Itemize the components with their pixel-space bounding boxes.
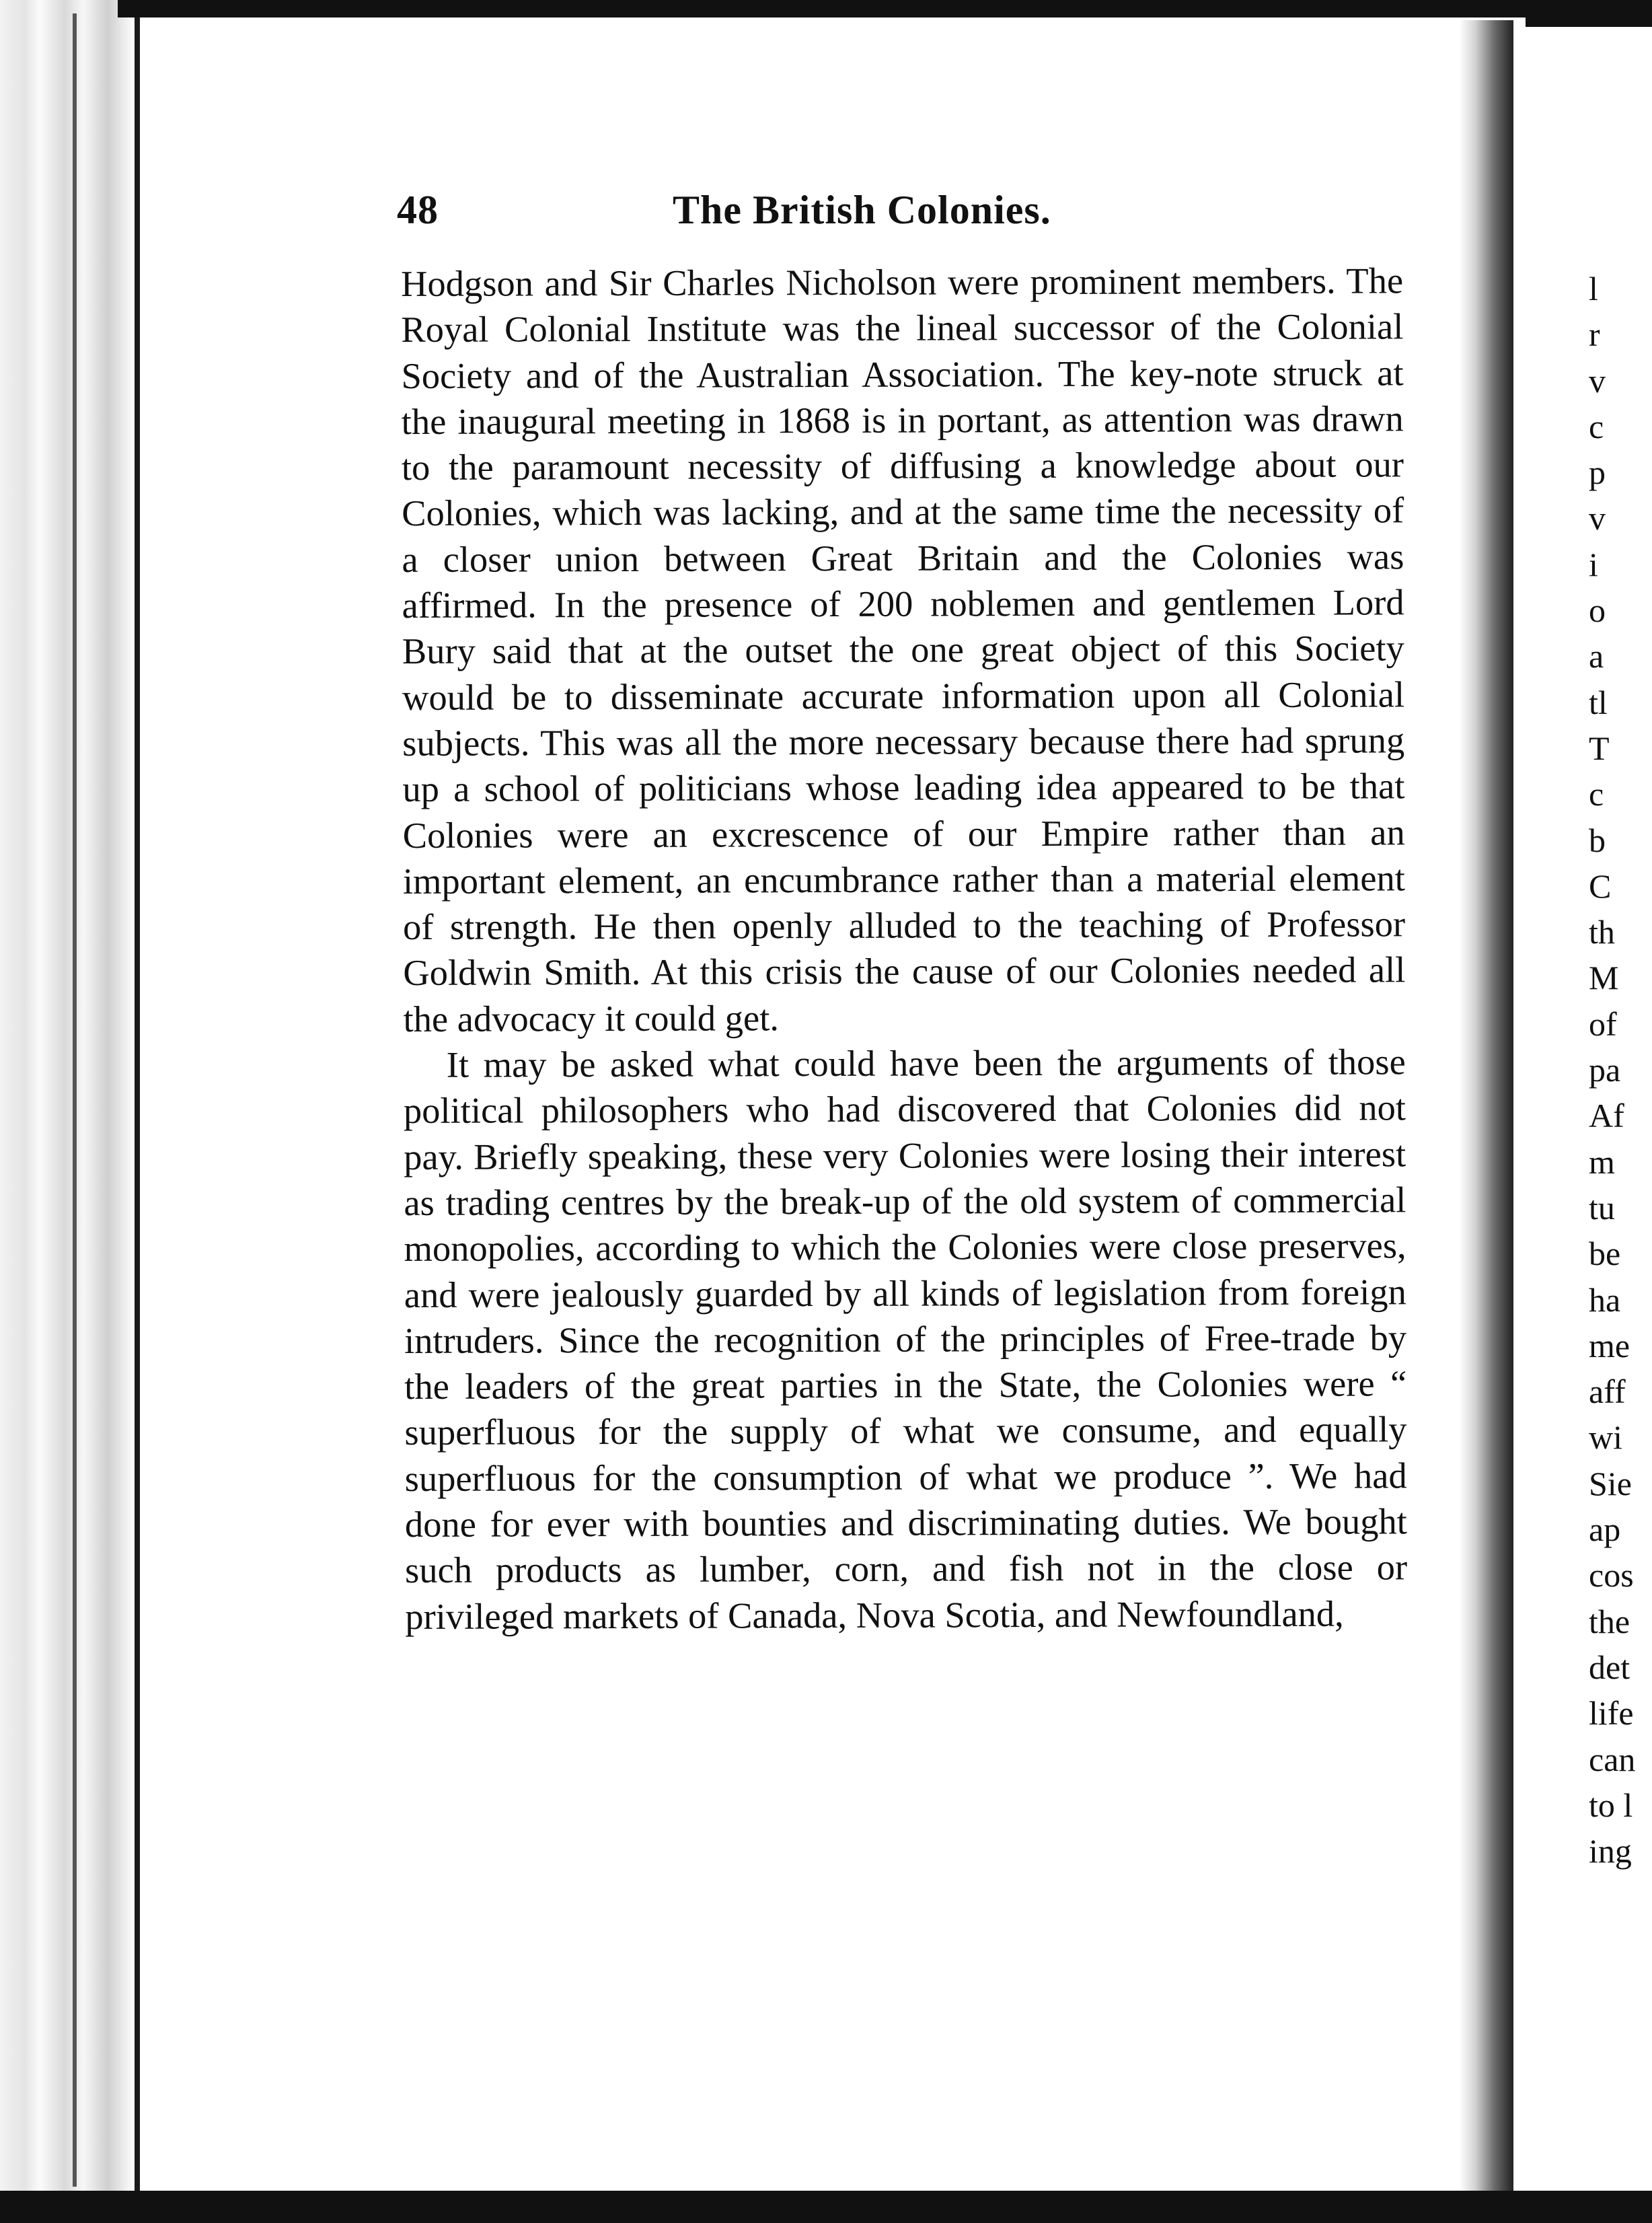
adjacent-page-line: Af bbox=[1589, 1097, 1624, 1135]
adjacent-page-line: be bbox=[1589, 1235, 1621, 1273]
adjacent-page-line: det bbox=[1589, 1648, 1630, 1686]
adjacent-page-line: ha bbox=[1589, 1280, 1621, 1319]
page-number: 48 bbox=[397, 188, 439, 232]
adjacent-page-line: to l bbox=[1589, 1786, 1633, 1824]
page-edge-line bbox=[73, 13, 77, 2187]
adjacent-page-line: b bbox=[1589, 821, 1606, 859]
adjacent-page-line: Sie bbox=[1589, 1464, 1632, 1502]
page-header bbox=[397, 187, 1392, 241]
adjacent-page-line: m bbox=[1589, 1142, 1615, 1181]
adjacent-page-line: th bbox=[1589, 913, 1615, 951]
adjacent-page-line: r bbox=[1589, 316, 1600, 354]
adjacent-page-line: tl bbox=[1589, 683, 1608, 721]
adjacent-page-line: a bbox=[1589, 637, 1604, 676]
paragraph: It may be asked what could have been the arguments of those political philosophers who had discovered that Colonies did not pay. Briefly speaking, these very Colonies were losing their interest as trading centres by the break-up of the old system of commercial monopolies, according to which the Colonies were close preserves, and were jealously guarded by all kinds of legislation from foreign intruders. Since the recognition of the principles of Free-trade by the leaders of the great parties in the State, the Colonies were “ superfluous for the supply of what we consume, and equally superfluous for the consumption of what we produce ”. We had done for ever with bounties and discriminating duties. We bought such products as lumber, corn, and fish not in the close or privileged markets of Canada, Nova Scotia, and Newfoundland, bbox=[403, 1041, 1408, 1637]
left-page-edges bbox=[0, 0, 135, 2193]
adjacent-page-line: i bbox=[1589, 545, 1598, 583]
adjacent-page-line: tu bbox=[1589, 1188, 1615, 1227]
adjacent-page-line: v bbox=[1589, 499, 1606, 538]
adjacent-page-line: C bbox=[1589, 867, 1612, 905]
body-text bbox=[401, 258, 1407, 1640]
adjacent-page-line: M bbox=[1589, 959, 1619, 997]
adjacent-page-line: aff bbox=[1589, 1373, 1626, 1411]
adjacent-page-line: ing bbox=[1589, 1832, 1632, 1870]
adjacent-page-line: l bbox=[1589, 270, 1598, 307]
adjacent-page-line: c bbox=[1589, 407, 1604, 445]
adjacent-page-line: the bbox=[1589, 1602, 1630, 1640]
adjacent-page-line: me bbox=[1589, 1326, 1630, 1364]
adjacent-page-text bbox=[1589, 266, 1652, 1874]
adjacent-page-line: wi bbox=[1589, 1418, 1622, 1457]
adjacent-page-line: T bbox=[1589, 729, 1610, 767]
adjacent-page-line: ap bbox=[1589, 1510, 1621, 1549]
book-gutter-shadow bbox=[1460, 20, 1513, 2193]
adjacent-page-line: pa bbox=[1589, 1051, 1621, 1089]
bottom-scan-border bbox=[0, 2191, 1652, 2223]
adjacent-page-line: of bbox=[1589, 1005, 1617, 1043]
top-scan-border bbox=[118, 0, 1530, 17]
adjacent-page-line: p bbox=[1589, 453, 1606, 492]
running-title: The British Colonies. bbox=[673, 188, 1051, 232]
adjacent-page-line: cos bbox=[1589, 1556, 1634, 1595]
page-edge-line bbox=[135, 11, 140, 2191]
paragraph: Hodgson and Sir Charles Nicholson were prominent members. The Royal Colonial Institute was the lineal successor of the Colonial Society and of the Australian Association. The key-note struck at the inaugural meeting in 1868 is in portant, as attention was drawn to the paramount necessity of diffusing a knowledge about our Colonies, which was lacking, and at the same time the necessity of a closer union between Great Britain and the Colonies was affirmed. In the presence of 200 noblemen and gentlemen Lord Bury said that at the outset the one great object of this Society would be to disseminate accurate information upon all Colonial subjects. This was all the more necessary because there had sprung up a school of politicians whose leading idea appeared to be that Colonies were an excrescence of our Empire rather than an important element, an encumbrance rather than a material element of strength. He then openly alluded to the teaching of Professor Goldwin Smith. At this crisis the cause of our Colonies needed all the advocacy it could get. bbox=[401, 260, 1406, 1040]
adjacent-page-line: can bbox=[1589, 1740, 1636, 1778]
adjacent-page-line: v bbox=[1589, 361, 1606, 400]
adjacent-page-line: c bbox=[1589, 775, 1604, 813]
adjacent-page-line: o bbox=[1589, 591, 1606, 630]
adjacent-page-line: life bbox=[1589, 1694, 1634, 1733]
